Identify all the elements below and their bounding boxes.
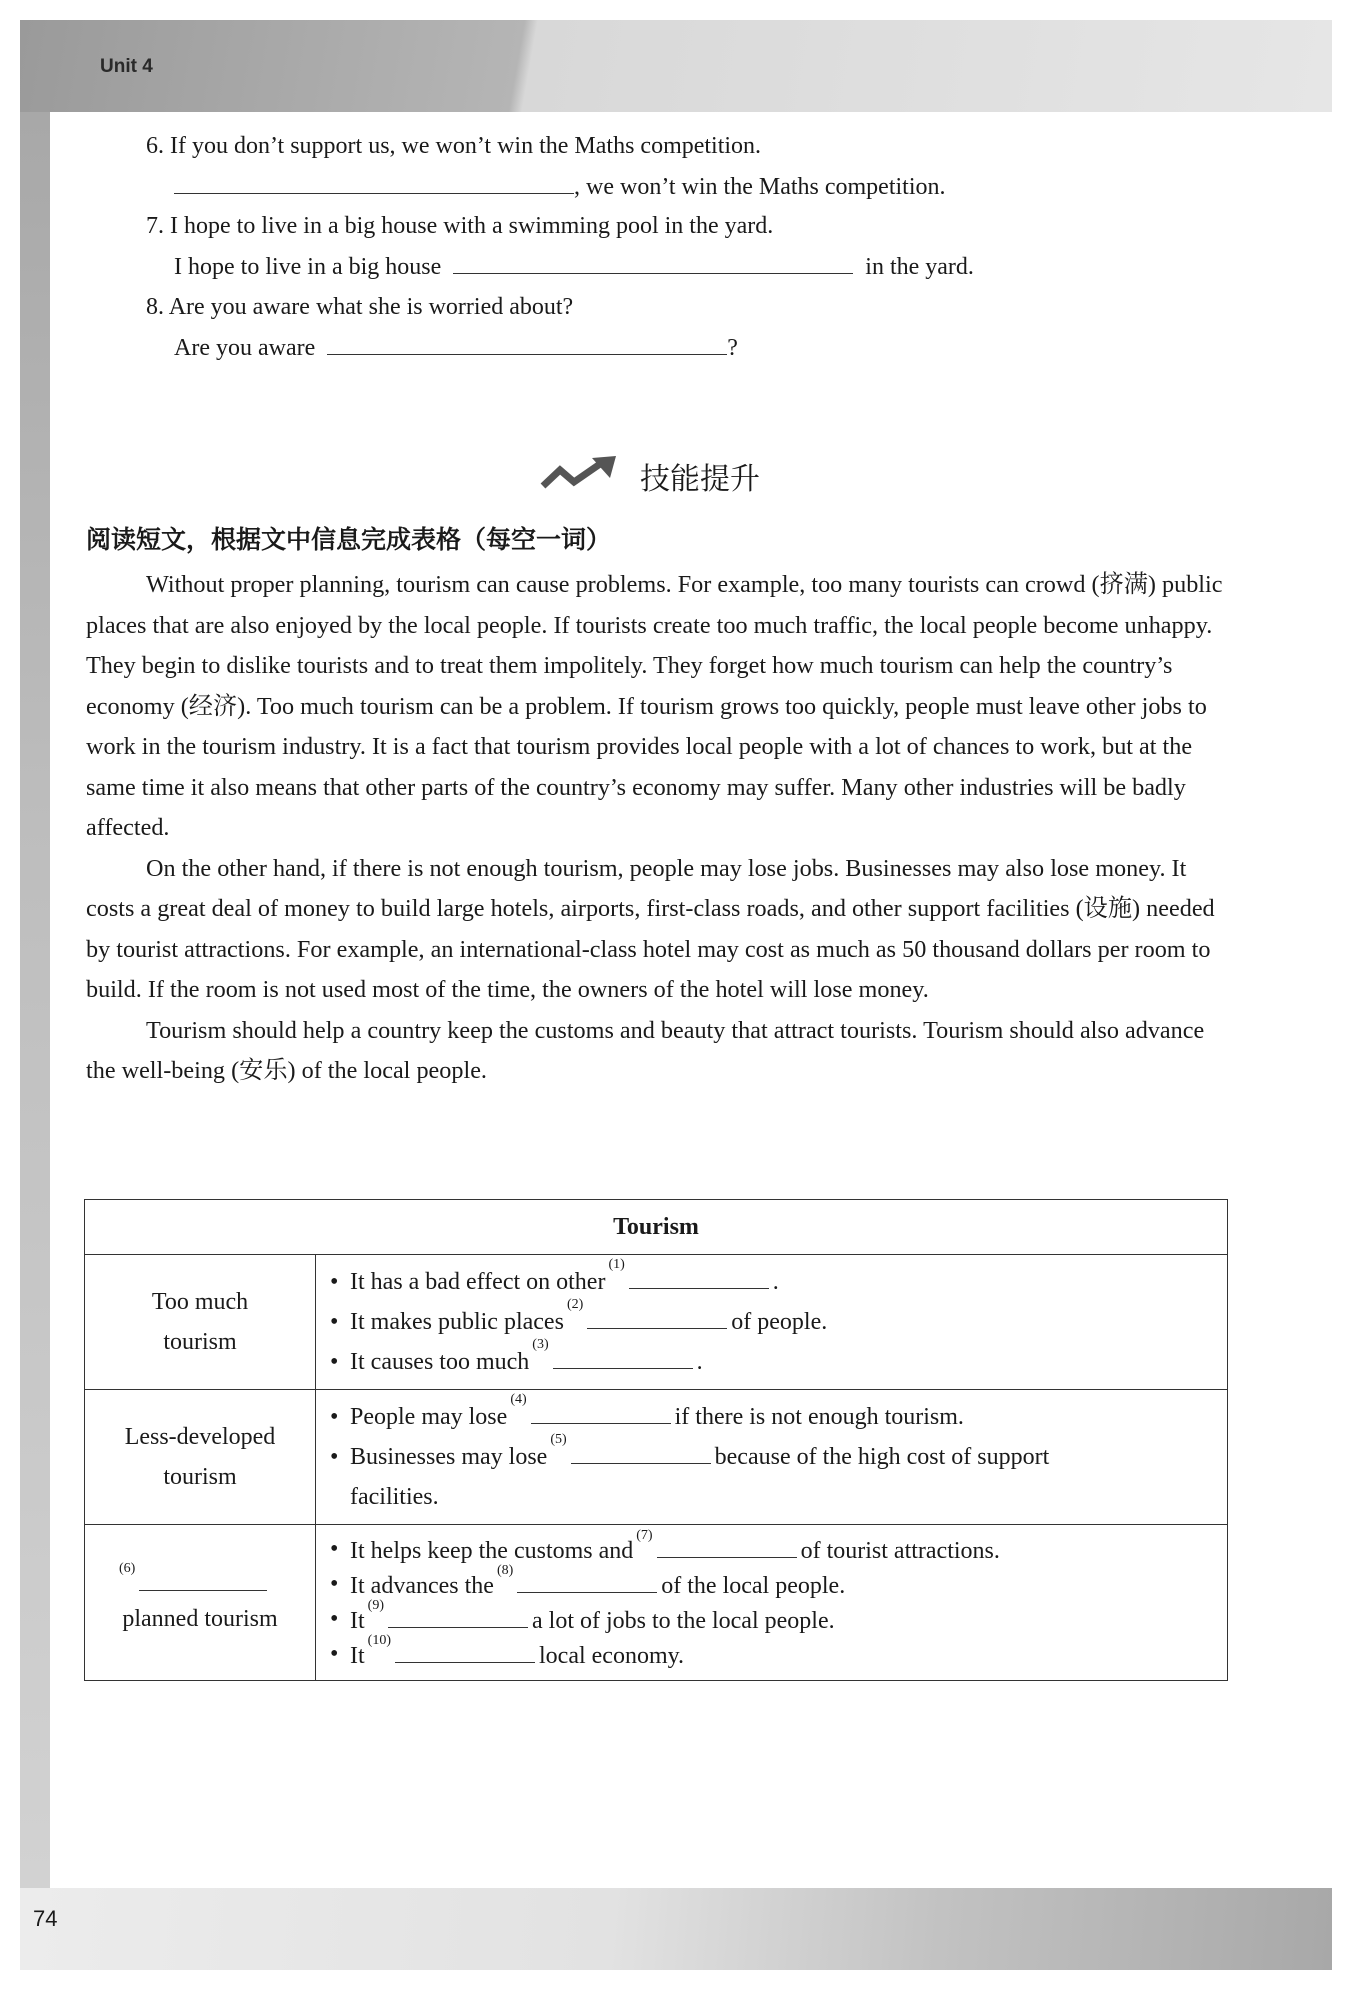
rewrite-before: Are you aware [174,335,316,361]
list-item: • It$^{(9)}$a lot of jobs to the local people. [328,1603,1227,1638]
passage-paragraph: Tourism should help a country keep the customs and beauty that attract tourists. Tourism should also advance the well-being (安乐) of the local people. [86,1016,1205,1084]
exercise-6-rewrite [174,171,946,202]
answer-blank[interactable] [587,1304,727,1329]
section-title: 技能提升 [640,462,760,497]
table-title: Tourism [85,1200,1228,1255]
answer-blank[interactable] [388,1603,528,1628]
row-items [316,1255,1228,1390]
header-band [20,20,1332,112]
answer-blank[interactable] [657,1533,797,1558]
exercise-6 [146,131,761,161]
row-label-line: tourism [163,1329,237,1355]
exercise-number: 7. [146,213,164,239]
row-label [85,1525,316,1681]
section-heading [540,454,760,498]
exercise-sentence: If you don’t support us, we won’t win the Maths competition. [170,133,762,159]
row-label-line: tourism [163,1464,237,1490]
list-item: • People may lose$^{(4)}$if there is not enough tourism. [328,1397,1227,1437]
instructions: 阅读短文，根据文中信息完成表格（每空一词） [86,525,612,554]
row-label-line: planned tourism [122,1606,278,1632]
answer-blank[interactable] [174,171,574,194]
list-item-continuation: facilities. [350,1484,439,1510]
exercise-8 [146,292,573,322]
row-label-blank: (6) [91,1566,309,1599]
row-items [316,1525,1228,1681]
answer-blank[interactable] [327,332,727,355]
list-item: • It causes too much$^{(3)}$. [328,1342,1227,1382]
exercise-sentence: I hope to live in a big house with a swimming pool in the yard. [170,213,774,239]
list-item: • It$^{(10)}$local economy. [328,1638,1227,1673]
exercise-sentence: Are you aware what she is worried about? [168,294,574,320]
answer-blank[interactable] [571,1439,711,1464]
reading-passage [86,565,1226,1092]
exercise-7-rewrite [174,251,974,282]
list-item: • Businesses may lose$^{(5)}$because of the high cost of support [328,1437,1227,1477]
answer-blank[interactable] [395,1638,535,1663]
list-item: • It helps keep the customs and$^{(7)}$of tourist attractions. [328,1533,1227,1568]
exercise-number: 6. [146,133,164,159]
answer-blank[interactable] [531,1399,671,1424]
rising-trend-icon [540,456,622,497]
exercise-7 [146,211,773,241]
row-label [85,1390,316,1525]
exercise-number: 8. [146,294,164,320]
rewrite-after: in the yard. [865,254,974,280]
passage-paragraph: On the other hand, if there is not enough tourism, people may lose jobs. Businesses may also lose money. It costs a great deal of money to build large hotels, airports, first-class roads, and other support facilities (设施) needed by tourist attractions. For example, an international-class hotel may cost as much as 50 thousand dollars per room to build. If the room is not used most of the time, the owners of the hotel will lose money. [86,854,1215,1003]
exercise-8-rewrite [174,332,738,363]
left-margin-band [20,112,50,1888]
answer-blank[interactable] [517,1568,657,1593]
rewrite-before: I hope to live in a big house [174,254,442,280]
row-label-line: Too much [151,1289,249,1315]
answer-blank[interactable] [139,1566,267,1591]
table-row [85,1255,1228,1390]
answer-blank[interactable] [553,1344,693,1369]
list-item: • It makes public places$^{(2)}$of people. [328,1302,1227,1342]
passage-paragraph: Without proper planning, tourism can cause problems. For example, too many tourists can crowd (挤满) public places that are also enjoyed by the local people. If tourists create too much traffic, the local people become unhappy. They begin to dislike tourists and to treat them impolitely. They forget how much tourism can help the country’s economy (经济). Too much tourism can be a problem. If tourism grows too quickly, people must leave other jobs to work in the tourism industry. It is a fact that tourism provides local people with a lot of chances to work, but at the same time it also means that other parts of the country’s economy may suffer. Many other industries will be badly affected. [86,571,1223,841]
unit-label: Unit 4 [100,56,153,77]
answer-blank[interactable] [629,1264,769,1289]
list-item: • It has a bad effect on other$^{(1)}$. [328,1262,1227,1302]
row-label [85,1255,316,1390]
row-label-line: Less-developed [124,1424,276,1450]
table-row [85,1390,1228,1525]
rewrite-after: , we won’t win the Maths competition. [574,174,946,200]
list-item: • It advances the$^{(8)}$of the local people. [328,1568,1227,1603]
row-items [316,1390,1228,1525]
table-row [85,1525,1228,1681]
page-number: 74 [33,1906,58,1931]
footer-band [20,1888,1332,1970]
tourism-table [84,1199,1228,1681]
rewrite-after: ? [727,335,738,361]
answer-blank[interactable] [453,251,853,274]
